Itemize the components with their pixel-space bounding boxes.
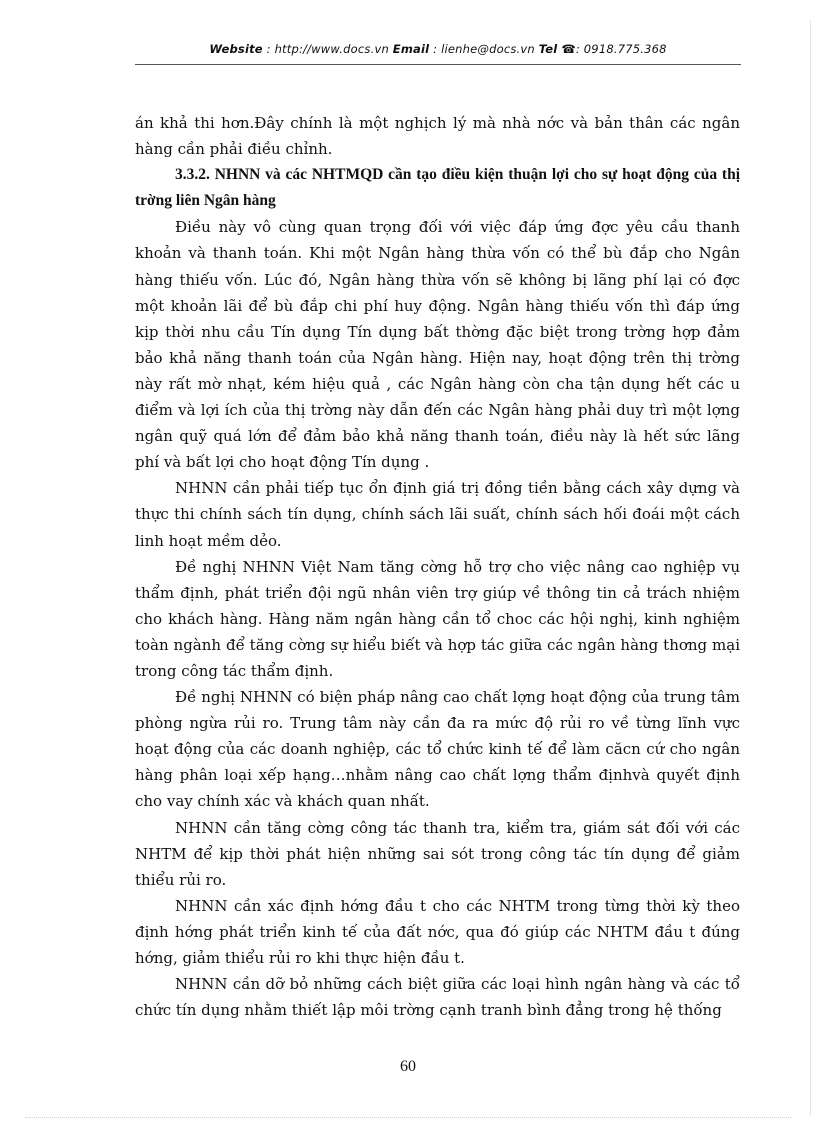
paragraph-4: Đề nghị NHNN Việt Nam tăng cờng hỗ trợ cho việc nâng cao nghiệp vụ thẩm định, phát triển đội ngũ nhân viên trợ giúp về thông tin cả trách nhiệm cho khách hàng. Hàng năm ngân hàng cần tổ choc các hội nghị, kinh nghiệm toàn ngành để tăng cờng sự hiểu biết và hợp tác giữa các ngân hàng thơng mại trong công tác thẩm định.	[135, 557, 740, 680]
email-label: Email	[392, 42, 430, 56]
page-border-bottom	[25, 1117, 791, 1118]
paragraph-2: Điều này vô cùng quan trọng đối với việc đáp ứng đợc yêu cầu thanh khoản và thanh toán. Khi một Ngân hàng thừa vốn có thể bù đắp cho Ngân hàng thiếu vốn. Lúc đó, Ngân hàng thừa vốn sẽ không bị lãng phí lại có đợc một khoản lãi để bù đắp chi phí huy động. Ngân hàng thiếu vốn thì đáp ứng kịp thời nhu cầu Tín dụng Tín dụng bất thờng đặc biệt trong trờng hợp đảm bảo khả năng thanh toán của Ngân hàng. Hiện nay, hoạt động trên thị trờng này rất mờ nhạt, kém hiệu quả , các Ngân hàng còn cha tận dụng hết các u điểm và lợi ích của thị trờng này dẫn đến các Ngân hàng phải duy trì một lợng ngân quỹ quá lớn để đảm bảo khả năng thanh toán, điều này là hết sức lãng phí và bất lợi cho hoạt động Tín dụng .	[135, 218, 740, 472]
website-value: : http://www.docs.vn	[266, 42, 389, 56]
page-content	[135, 110, 740, 1023]
website-label: Website	[209, 42, 263, 56]
paragraph-1: án khả thi hơn.Đây chính là một nghịch lý mà nhà nớc và bản thân các ngân hàng cần phải điều chỉnh.	[135, 114, 740, 159]
page-border-right	[810, 20, 811, 1115]
page-number: 60	[400, 1058, 416, 1075]
paragraph-7: NHNN cần xác định hớng đầu t cho các NHTM trong từng thời kỳ theo định hớng phát triển kinh tế của đất nớc, qua đó giúp các NHTM đầu t đúng hớng, giảm thiểu rủi ro khi thực hiện đầu t.	[135, 896, 740, 967]
paragraph-8: NHNN cần dỡ bỏ những cách biệt giữa các loại hình ngân hàng và các tổ chức tín dụng nhằm thiết lập môi trờng cạnh tranh bình đẳng trong hệ thống	[135, 975, 740, 1020]
page-header	[135, 42, 741, 56]
section-heading: 3.3.2. NHNN và các NHTMQD cần tạo điều kiện thuận lợi cho sự hoạt động của thị trờng liên Ngân hàng	[135, 166, 740, 210]
paragraph-3: NHNN cần phải tiếp tục ổn định giá trị đồng tiền bằng cách xây dựng và thực thi chính sách tín dụng, chính sách lãi suất, chính sách hối đoái một cách linh hoạt mềm dẻo.	[135, 479, 740, 550]
phone-icon: ☎	[561, 42, 576, 56]
email-value: : lienhe@docs.vn	[433, 42, 535, 56]
paragraph-6: NHNN cần tăng cờng công tác thanh tra, kiểm tra, giám sát đối với các NHTM để kịp thời phát hiện những sai sót trong công tác tín dụng để giảm thiểu rủi ro.	[135, 818, 740, 889]
header-rule	[135, 64, 741, 65]
tel-label: Tel	[538, 42, 558, 56]
tel-value: : 0918.775.368	[575, 42, 667, 56]
paragraph-5: Đề nghị NHNN có biện pháp nâng cao chất lợng hoạt động của trung tâm phòng ngừa rủi ro. Trung tâm này cần đa ra mức độ rủi ro về từng lĩnh vực hoạt động của các doanh nghiệp, các tổ chức kinh tế để làm căcn cứ cho ngân hàng phân loại xếp hạng…nhằm nâng cao chất lợng thẩm địnhvà quyết định cho vay chính xác và khách quan nhất.	[135, 688, 740, 811]
